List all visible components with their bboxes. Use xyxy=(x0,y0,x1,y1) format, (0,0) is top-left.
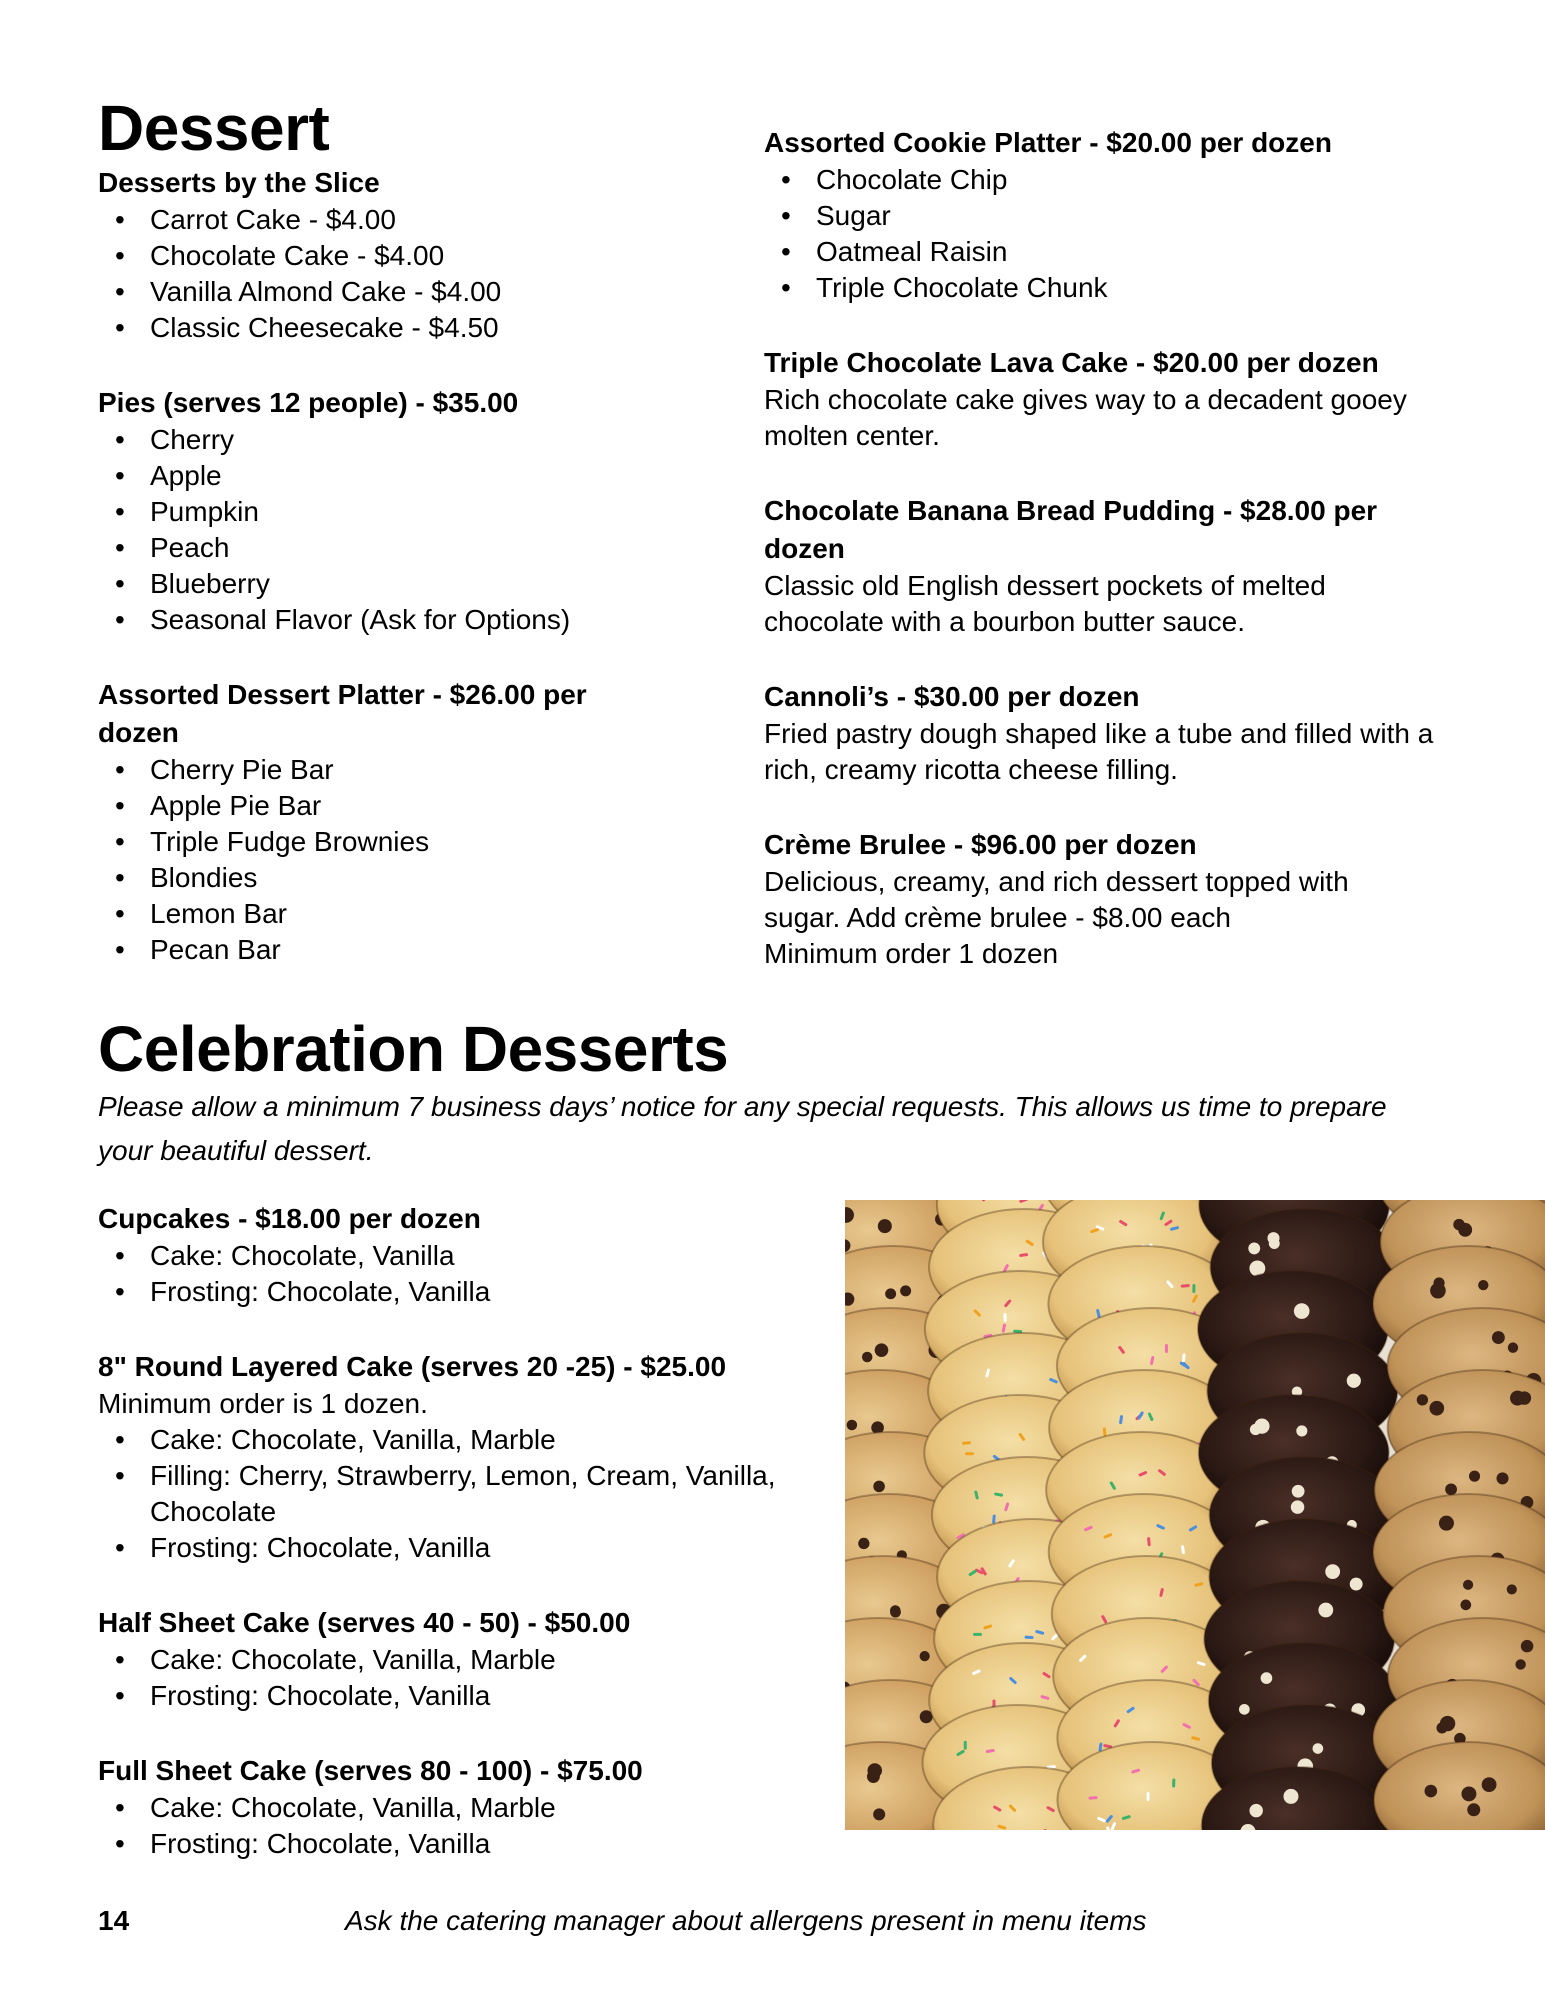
cookie-platter-photo xyxy=(845,1200,1545,1830)
list-item: • Apple xyxy=(98,458,698,494)
list-item: • Blueberry xyxy=(98,566,698,602)
full-sheet-heading: Full Sheet Cake (serves 80 - 100) - $75.00 xyxy=(98,1755,643,1786)
list-item: • Cake: Chocolate, Vanilla, Marble xyxy=(98,1790,838,1826)
list-item: • Apple Pie Bar xyxy=(98,788,698,824)
list-item: • Sugar xyxy=(764,198,1464,234)
list-item: • Chocolate Chip xyxy=(764,162,1464,198)
celebration-section xyxy=(98,1013,1458,1173)
list-item: • Frosting: Chocolate, Vanilla xyxy=(98,1274,838,1310)
cookie-platter-heading: Assorted Cookie Platter - $20.00 per dozen xyxy=(764,127,1332,158)
list-item: • Pumpkin xyxy=(98,494,698,530)
slice-list xyxy=(98,202,698,346)
list-item: • Cherry Pie Bar xyxy=(98,752,698,788)
list-item: • Triple Fudge Brownies xyxy=(98,824,698,860)
dessert-platter-heading: Assorted Dessert Platter - $26.00 per dozen xyxy=(98,679,587,748)
list-item: • Pecan Bar xyxy=(98,932,698,968)
list-item: • Cake: Chocolate, Vanilla, Marble xyxy=(98,1422,838,1458)
full-sheet-list xyxy=(98,1790,838,1862)
bread-pudding-description: Classic old English dessert pockets of melted chocolate with a bourbon butter sauce. xyxy=(764,570,1326,637)
list-item: • Filling: Cherry, Strawberry, Lemon, Cream, Vanilla, Chocolate xyxy=(98,1458,838,1530)
list-item: • Blondies xyxy=(98,860,698,896)
creme-brulee-note: Minimum order 1 dozen xyxy=(764,938,1059,969)
cupcakes-heading: Cupcakes - $18.00 per dozen xyxy=(98,1203,481,1234)
cookie-platter-list xyxy=(764,162,1464,306)
bread-pudding-heading: Chocolate Banana Bread Pudding - $28.00 per dozen xyxy=(764,495,1378,564)
list-item: • Oatmeal Raisin xyxy=(764,234,1464,270)
allergen-note: Ask the catering manager about allergens present in menu items xyxy=(345,1905,1147,1936)
cupcakes-list xyxy=(98,1238,838,1310)
creme-brulee-heading: Crème Brulee - $96.00 per dozen xyxy=(764,829,1197,860)
list-item: • Cake: Chocolate, Vanilla xyxy=(98,1238,838,1274)
round-cake-list xyxy=(98,1422,838,1566)
lava-cake-description: Rich chocolate cake gives way to a decadent gooey molten center. xyxy=(764,384,1407,451)
list-item: • Frosting: Chocolate, Vanilla xyxy=(98,1826,838,1862)
list-item: • Peach xyxy=(98,530,698,566)
page-number: 14 xyxy=(98,1905,130,1936)
pies-heading: Pies (serves 12 people) - $35.00 xyxy=(98,387,519,418)
list-item: • Vanilla Almond Cake - $4.00 xyxy=(98,274,698,310)
list-item: • Cherry xyxy=(98,422,698,458)
round-cake-note: Minimum order is 1 dozen. xyxy=(98,1388,428,1419)
slice-heading: Desserts by the Slice xyxy=(98,167,380,198)
list-item: • Seasonal Flavor (Ask for Options) xyxy=(98,602,698,638)
dessert-title: Dessert xyxy=(98,92,330,164)
lava-cake-heading: Triple Chocolate Lava Cake - $20.00 per dozen xyxy=(764,347,1379,378)
list-item: • Frosting: Chocolate, Vanilla xyxy=(98,1678,838,1714)
list-item: • Triple Chocolate Chunk xyxy=(764,270,1464,306)
cannolis-heading: Cannoli’s - $30.00 per dozen xyxy=(764,681,1140,712)
pies-list xyxy=(98,422,698,638)
celebration-list xyxy=(98,1200,838,1862)
list-item: • Frosting: Chocolate, Vanilla xyxy=(98,1530,838,1566)
list-item: • Chocolate Cake - $4.00 xyxy=(98,238,698,274)
half-sheet-list xyxy=(98,1642,838,1714)
half-sheet-heading: Half Sheet Cake (serves 40 - 50) - $50.00 xyxy=(98,1607,631,1638)
list-item: • Lemon Bar xyxy=(98,896,698,932)
celebration-intro: Please allow a minimum 7 business days’ notice for any special requests. This allows us time to prepare your beautiful dessert. xyxy=(98,1091,1387,1166)
list-item: • Carrot Cake - $4.00 xyxy=(98,202,698,238)
celebration-title: Celebration Desserts xyxy=(98,1013,729,1085)
list-item: • Classic Cheesecake - $4.50 xyxy=(98,310,698,346)
cannolis-description: Fried pastry dough shaped like a tube and filled with a rich, creamy ricotta cheese filling. xyxy=(764,718,1434,785)
dessert-left-column xyxy=(98,92,698,968)
dessert-platter-list xyxy=(98,752,698,968)
cookie-photo-illustration xyxy=(845,1200,1545,1830)
dessert-right-column xyxy=(764,124,1464,972)
list-item: • Cake: Chocolate, Vanilla, Marble xyxy=(98,1642,838,1678)
round-cake-heading: 8" Round Layered Cake (serves 20 -25) - $25.00 xyxy=(98,1351,727,1382)
creme-brulee-description: Delicious, creamy, and rich dessert topped with sugar. Add crème brulee - $8.00 each xyxy=(764,866,1349,933)
